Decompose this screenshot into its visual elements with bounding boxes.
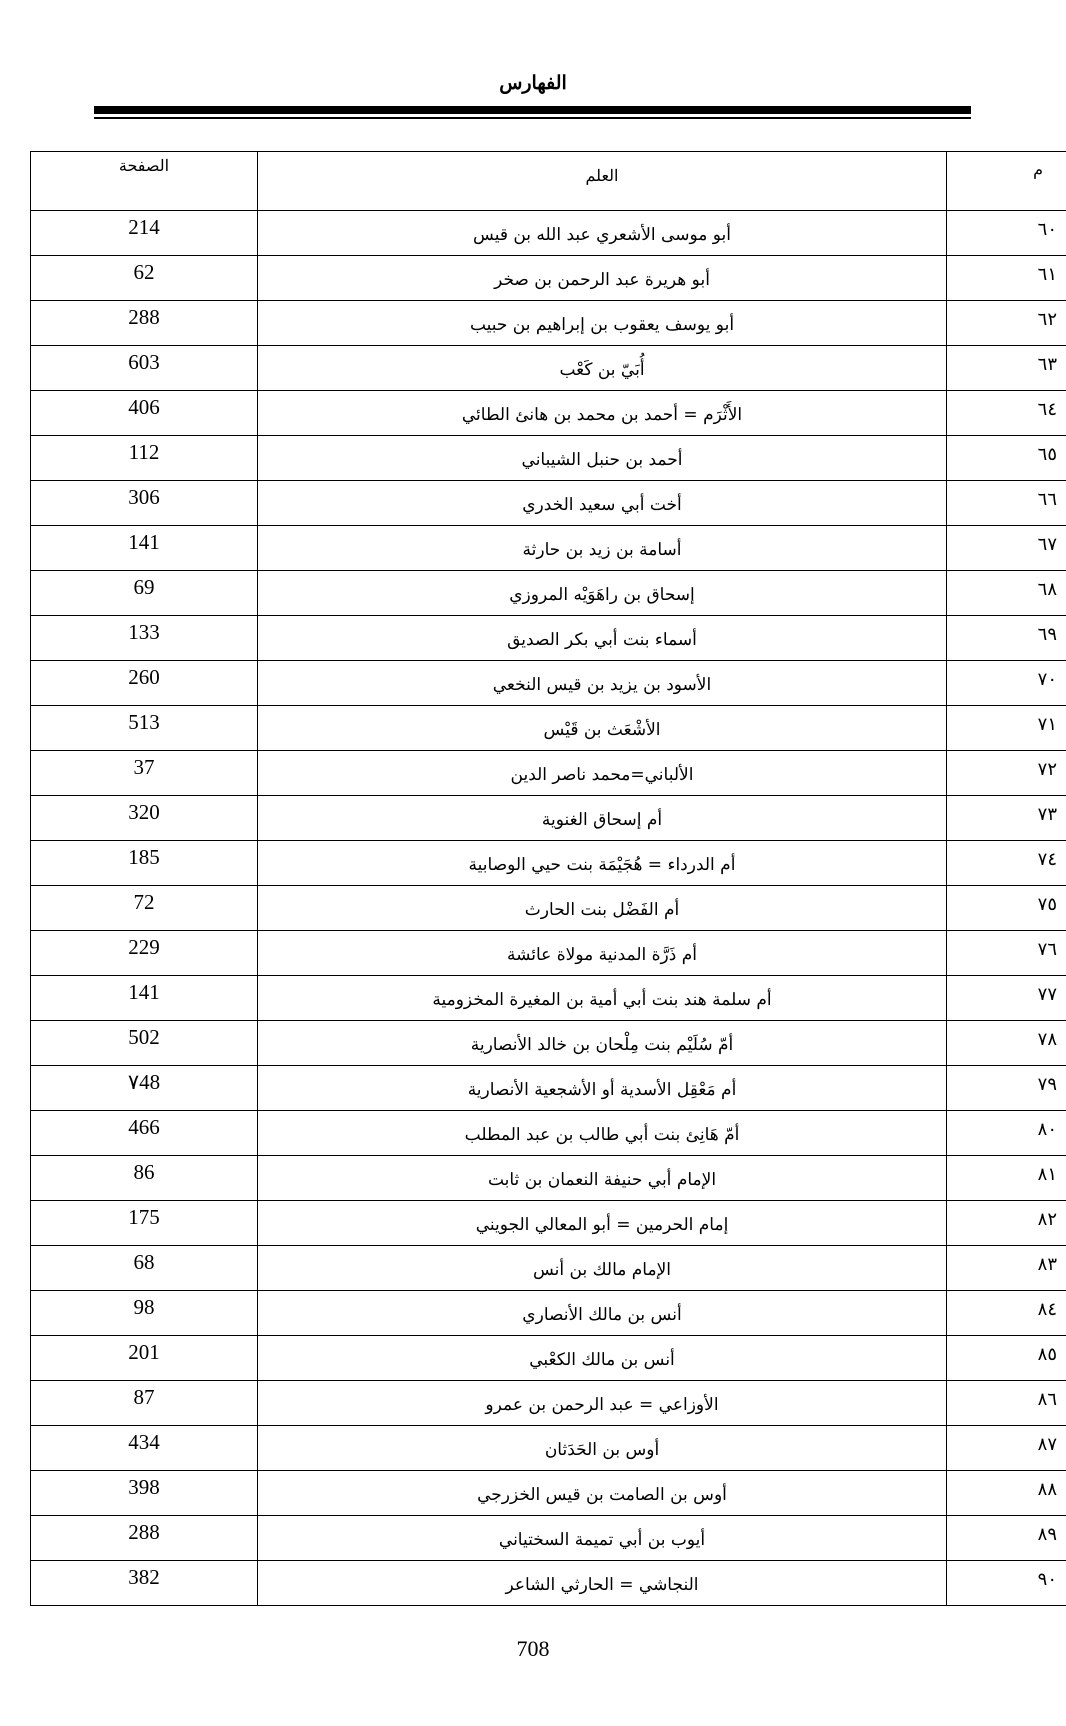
row-page-cell: 68 — [31, 1246, 258, 1291]
row-name-cell: الأسود بن يزيد بن قيس النخعي — [258, 661, 947, 706]
row-number-cell: ٦٨ — [947, 571, 1066, 616]
table-row — [31, 481, 1066, 526]
row-number-cell: ٦٤ — [947, 391, 1066, 436]
row-name-cell: أبو موسى الأشعري عبد الله بن قيس — [258, 211, 947, 256]
row-number-cell: ٨٧ — [947, 1426, 1066, 1471]
row-name-cell: أمّ سُلَيْم بنت مِلْحان بن خالد الأنصارية — [258, 1021, 947, 1066]
row-page-cell: 86 — [31, 1156, 258, 1201]
row-page-cell: 175 — [31, 1201, 258, 1246]
row-page-cell: 112 — [31, 436, 258, 481]
row-number-cell: ٧٣ — [947, 796, 1066, 841]
row-number-cell: ٦٥ — [947, 436, 1066, 481]
row-name-cell: أوس بن الحَدَثان — [258, 1426, 947, 1471]
table-row — [31, 1201, 1066, 1246]
row-name-cell: أُبَيّ بن كَعْب — [258, 346, 947, 391]
table-row — [31, 976, 1066, 1021]
row-number-cell: ٨٠ — [947, 1111, 1066, 1156]
row-number-cell: ٧٢ — [947, 751, 1066, 796]
table-row — [31, 616, 1066, 661]
table-row — [31, 211, 1066, 256]
row-name-cell: النجاشي = الحارثي الشاعر — [258, 1561, 947, 1606]
row-number-cell: ٧٤ — [947, 841, 1066, 886]
row-page-cell: 320 — [31, 796, 258, 841]
row-name-cell: أمّ هَانِئ بنت أبي طالب بن عبد المطلب — [258, 1111, 947, 1156]
row-name-cell: الأشْعَث بن قَيْس — [258, 706, 947, 751]
row-name-cell: أسماء بنت أبي بكر الصديق — [258, 616, 947, 661]
row-name-cell: الإمام مالك بن أنس — [258, 1246, 947, 1291]
row-page-cell: ٧48 — [31, 1066, 258, 1111]
table-row — [31, 1381, 1066, 1426]
row-page-cell: 406 — [31, 391, 258, 436]
row-page-cell: 72 — [31, 886, 258, 931]
row-number-cell: ٧٧ — [947, 976, 1066, 1021]
row-page-cell: 260 — [31, 661, 258, 706]
table-row — [31, 796, 1066, 841]
column-header-page: الصفحة — [31, 152, 258, 211]
row-number-cell: ٨١ — [947, 1156, 1066, 1201]
table-header-row — [31, 152, 1066, 211]
row-number-cell: ٦٩ — [947, 616, 1066, 661]
row-name-cell: أخت أبي سعيد الخدري — [258, 481, 947, 526]
row-page-cell: 69 — [31, 571, 258, 616]
row-name-cell: أبو يوسف يعقوب بن إبراهيم بن حبيب — [258, 301, 947, 346]
running-header-title: الفهارس — [499, 72, 567, 94]
table-row — [31, 1021, 1066, 1066]
row-name-cell: أوس بن الصامت بن قيس الخزرجي — [258, 1471, 947, 1516]
header-rule-thin — [94, 117, 971, 119]
column-header-name: العلم — [258, 152, 947, 211]
table-row — [31, 841, 1066, 886]
row-page-cell: 288 — [31, 1516, 258, 1561]
row-number-cell: ٧١ — [947, 706, 1066, 751]
table-row — [31, 1066, 1066, 1111]
table-row — [31, 436, 1066, 481]
table-row — [31, 1336, 1066, 1381]
row-name-cell: أسامة بن زيد بن حارثة — [258, 526, 947, 571]
row-name-cell: الأَثْرَم = أحمد بن محمد بن هانئ الطائي — [258, 391, 947, 436]
row-page-cell: 603 — [31, 346, 258, 391]
row-page-cell: 98 — [31, 1291, 258, 1336]
row-page-cell: 141 — [31, 526, 258, 571]
row-number-cell: ٦٣ — [947, 346, 1066, 391]
row-page-cell: 214 — [31, 211, 258, 256]
row-number-cell: ٧٦ — [947, 931, 1066, 976]
table-row — [31, 1516, 1066, 1561]
row-page-cell: 513 — [31, 706, 258, 751]
header-rule-thick — [94, 106, 971, 114]
row-name-cell: أم الفَضْل بنت الحارث — [258, 886, 947, 931]
row-page-cell: 201 — [31, 1336, 258, 1381]
row-number-cell: ٨٥ — [947, 1336, 1066, 1381]
row-page-cell: 288 — [31, 301, 258, 346]
row-number-cell: ٦١ — [947, 256, 1066, 301]
row-name-cell: أم مَعْقِل الأسدية أو الأشجعية الأنصارية — [258, 1066, 947, 1111]
table-row — [31, 1426, 1066, 1471]
table-row — [31, 301, 1066, 346]
row-name-cell: أنس بن مالك الأنصاري — [258, 1291, 947, 1336]
table-row — [31, 526, 1066, 571]
table-row — [31, 571, 1066, 616]
table-row — [31, 256, 1066, 301]
row-number-cell: ٨٤ — [947, 1291, 1066, 1336]
row-number-cell: ٧٨ — [947, 1021, 1066, 1066]
row-page-cell: 133 — [31, 616, 258, 661]
row-page-cell: 502 — [31, 1021, 258, 1066]
row-number-cell: ٨٣ — [947, 1246, 1066, 1291]
row-number-cell: ٨٦ — [947, 1381, 1066, 1426]
row-number-cell: ٧٠ — [947, 661, 1066, 706]
table-row — [31, 1111, 1066, 1156]
row-name-cell: أيوب بن أبي تميمة السختياني — [258, 1516, 947, 1561]
row-name-cell: أبو هريرة عبد الرحمن بن صخر — [258, 256, 947, 301]
row-number-cell: ٦٧ — [947, 526, 1066, 571]
row-page-cell: 185 — [31, 841, 258, 886]
table-row — [31, 751, 1066, 796]
index-table — [30, 151, 1066, 1606]
row-page-cell: 62 — [31, 256, 258, 301]
row-name-cell: الألباني=محمد ناصر الدين — [258, 751, 947, 796]
row-number-cell: ٧٥ — [947, 886, 1066, 931]
row-name-cell: الإمام أبي حنيفة النعمان بن ثابت — [258, 1156, 947, 1201]
row-number-cell: ٦٢ — [947, 301, 1066, 346]
row-number-cell: ٧٩ — [947, 1066, 1066, 1111]
table-row — [31, 661, 1066, 706]
table-row — [31, 931, 1066, 976]
row-number-cell: ٦٠ — [947, 211, 1066, 256]
row-number-cell: ٨٨ — [947, 1471, 1066, 1516]
row-number-cell: ٨٢ — [947, 1201, 1066, 1246]
table-row — [31, 1291, 1066, 1336]
table-row — [31, 391, 1066, 436]
column-header-number: م — [947, 152, 1066, 211]
row-name-cell: أم ذَرَّة المدنية مولاة عائشة — [258, 931, 947, 976]
row-name-cell: أحمد بن حنبل الشيباني — [258, 436, 947, 481]
row-name-cell: إمام الحرمين = أبو المعالي الجويني — [258, 1201, 947, 1246]
row-name-cell: أم إسحاق الغنوية — [258, 796, 947, 841]
row-page-cell: 398 — [31, 1471, 258, 1516]
page-number: 708 — [516, 1636, 550, 1661]
table-row — [31, 706, 1066, 751]
row-page-cell: 466 — [31, 1111, 258, 1156]
row-name-cell: أم سلمة هند بنت أبي أمية بن المغيرة المخزومية — [258, 976, 947, 1021]
row-name-cell: الأوزاعي = عبد الرحمن بن عمرو — [258, 1381, 947, 1426]
table-row — [31, 886, 1066, 931]
row-page-cell: 37 — [31, 751, 258, 796]
row-number-cell: ٩٠ — [947, 1561, 1066, 1606]
row-page-cell: 306 — [31, 481, 258, 526]
table-row — [31, 1156, 1066, 1201]
table-row — [31, 1561, 1066, 1606]
row-name-cell: إسحاق بن راهَوَيْه المروزي — [258, 571, 947, 616]
row-name-cell: أم الدرداء = هُجَيْمَة بنت حيي الوصابية — [258, 841, 947, 886]
row-page-cell: 382 — [31, 1561, 258, 1606]
table-row — [31, 346, 1066, 391]
row-page-cell: 87 — [31, 1381, 258, 1426]
row-page-cell: 141 — [31, 976, 258, 1021]
row-name-cell: أنس بن مالك الكعْبي — [258, 1336, 947, 1381]
row-number-cell: ٨٩ — [947, 1516, 1066, 1561]
table-row — [31, 1246, 1066, 1291]
row-number-cell: ٦٦ — [947, 481, 1066, 526]
table-row — [31, 1471, 1066, 1516]
row-page-cell: 434 — [31, 1426, 258, 1471]
row-page-cell: 229 — [31, 931, 258, 976]
